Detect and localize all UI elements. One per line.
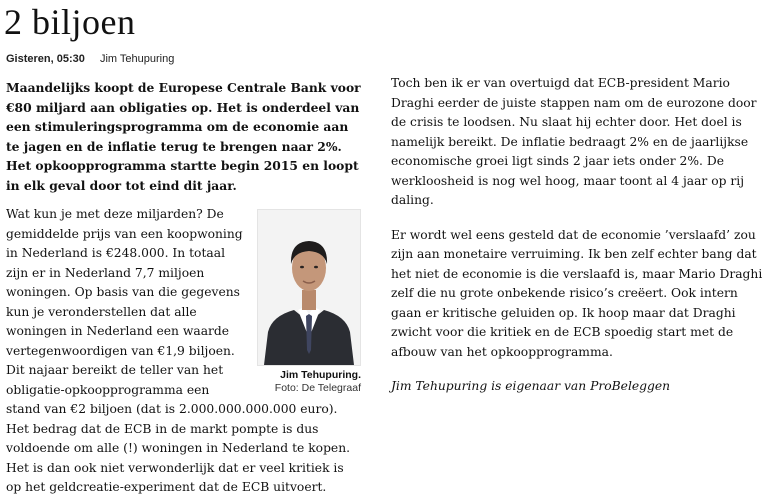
portrait-image [258,210,360,365]
author-signoff: Jim Tehupuring is eigenaar van ProBeleggen [391,379,671,393]
article-paragraph-1: Wat kun je met deze miljarden? De gemiddelde prijs van een koopwoning in Nederland is €248.000. In totaal zijn er in Nederland 7,7 miljoen woningen. Op basis van die gegevens kun je veronderstellen dat alle woningen in Nederland een waarde vertegenwoordigen van €1,9 biljoen. Dit najaar bereikt de teller van het obligatie-opkoopprogramma een stand van €2 biljoen (dat is 2.000.000.000.000 euro). Het bedrag dat de ECB in de markt pompte is dus voldoende om alle (!) woningen in Nederland te kopen. Het is dan ook niet verwonderlijk dat er veel kritiek is op het geldcreatie-experiment dat de ECB uitvoert. [6,207,351,494]
publish-date: Gisteren, 05:30 [6,53,85,65]
photo-caption-name: Jim Tehupuring. [280,369,361,381]
left-column [6,78,361,498]
article-title: 2 biljoen [4,2,136,42]
right-column [391,74,766,412]
author-figure [251,209,361,395]
article-lead: Maandelijks koopt de Europese Centrale Bank voor €80 miljard aan obligaties op. Het is onderdeel van een stimuleringsprogramma om de economie aan te jagen en de inflatie terug te brengen naar 2%. Het opkoopprogramma startte begin 2015 en loopt in elk geval door tot eind dit jaar. [6,80,361,193]
author-byline[interactable]: Jim Tehupuring [99,53,175,65]
article-paragraph-3: Er wordt wel eens gesteld dat de economie ’verslaafd’ zou zijn aan monetaire verruiming. Ik ben zelf echter bang dat het niet de economie is die verslaafd is, maar Mario Draghi zelf die nu grote onbekende risico’s creëert. Ook intern gaan er kritische geluiden op. Ik hoop maar dat Draghi zwicht voor die kritiek en de ECB spoedig start met de afbouw van het opkoopprogramma. [391,227,763,359]
article-meta [6,53,174,65]
author-photo[interactable] [257,209,361,366]
photo-caption-credit: Foto: De Telegraaf [274,382,361,394]
article-paragraph-2: Toch ben ik er van overtuigd dat ECB-president Mario Draghi eerder de juiste stappen nam om de eurozone door de crisis te loodsen. Nu slaat hij echter door. Het doel is namelijk bereikt. De inflatie bedraagt 2% en de jaarlijkse economische groei ligt sinds 2 jaar iets onder 2%. De werkloosheid is nog wel hoog, maar toont al 4 jaar op rij daling. [391,76,757,207]
